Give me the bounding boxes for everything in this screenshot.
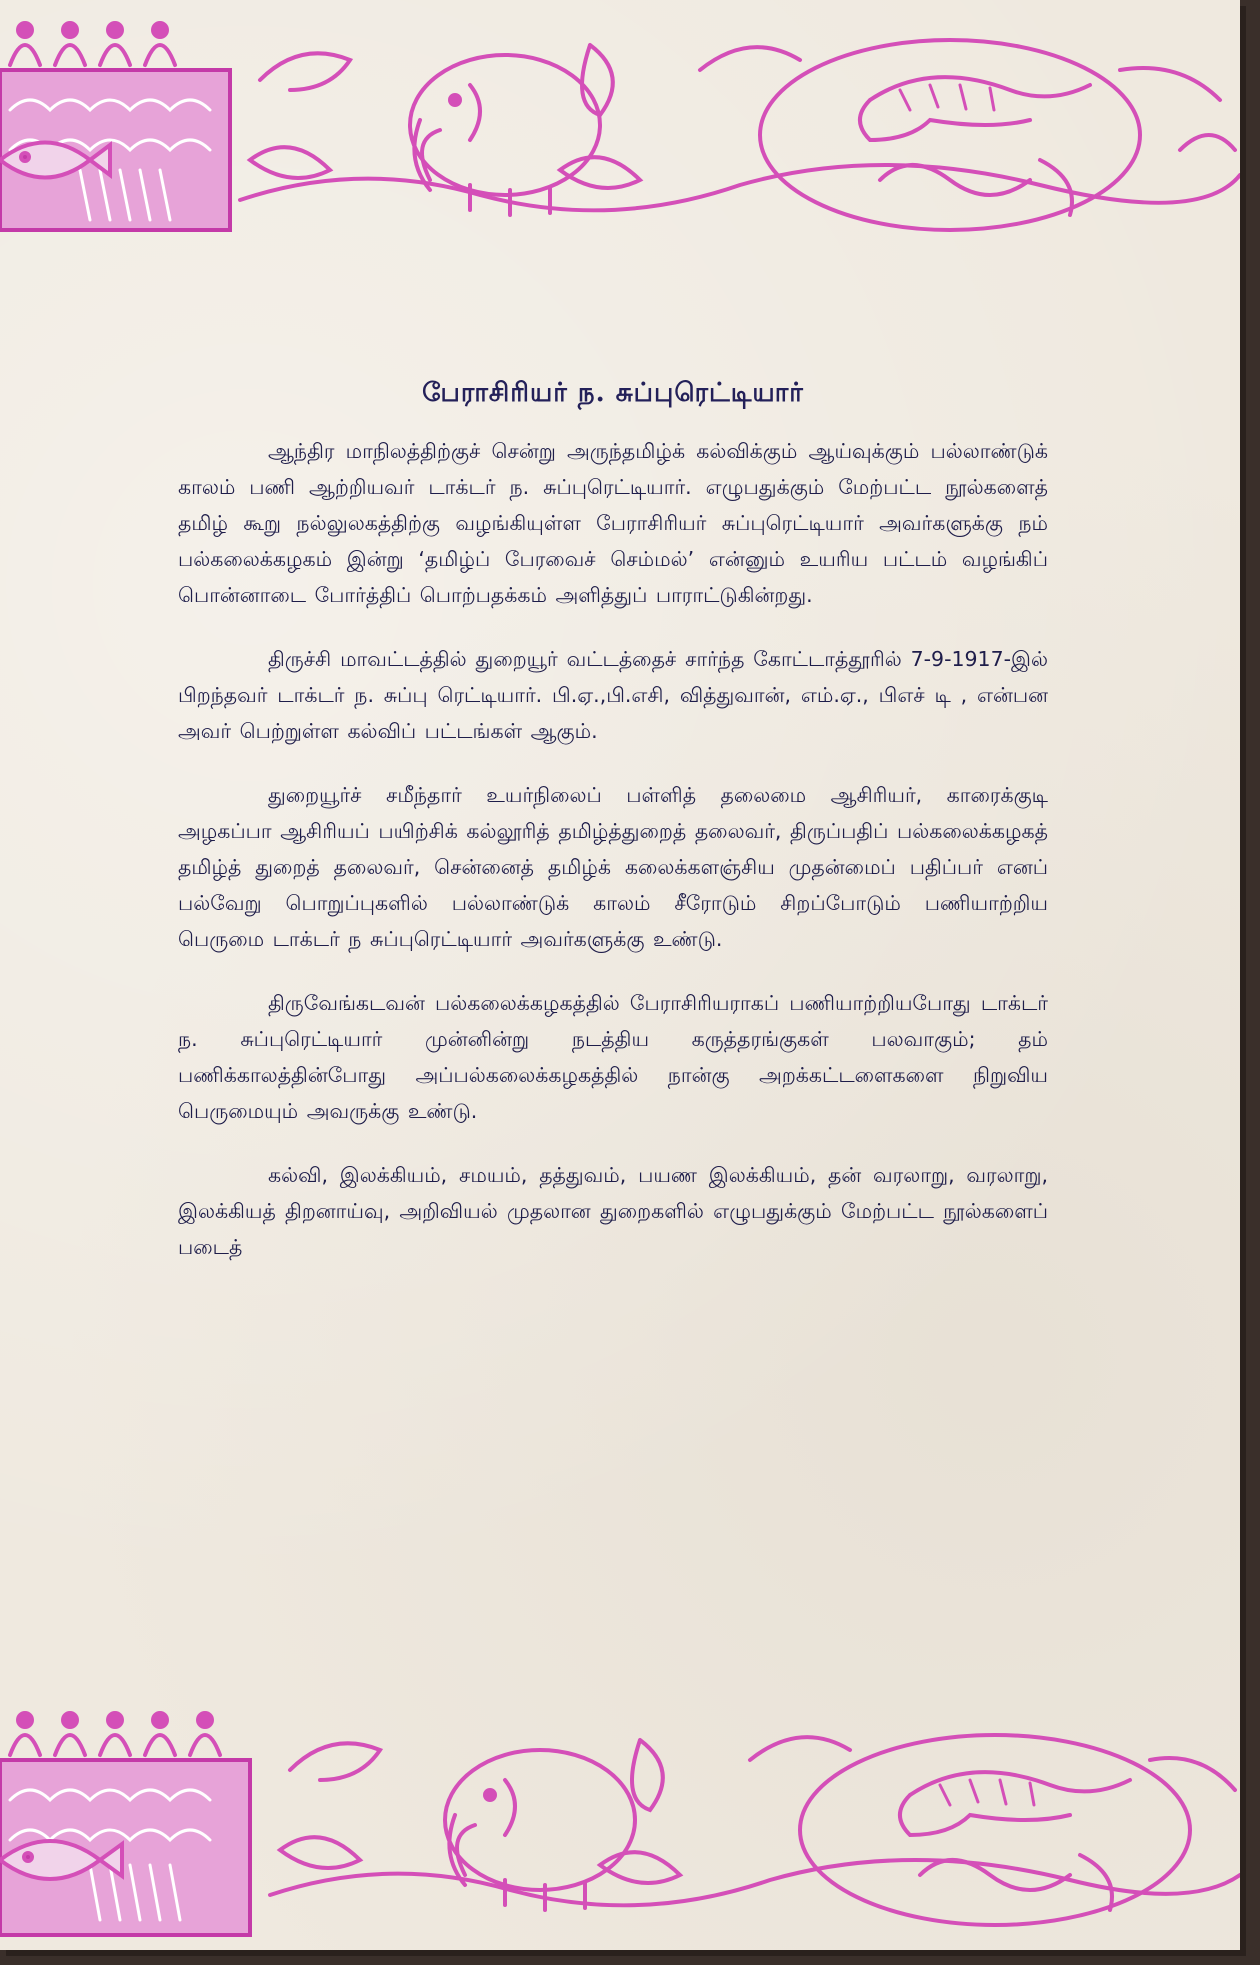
elephant-icon	[445, 1750, 635, 1910]
document-title: பேராசிரியர் ந. சுப்புரெட்டியார்	[422, 378, 804, 408]
tiger-icon	[760, 40, 1140, 230]
paragraph-2: திருச்சி மாவட்டத்தில் துறையூர் வட்டத்தைச் சார்ந்த கோட்டாத்தூரில் 7-9-1917-இல் பிறந்தவர் டாக்டர் ந. சுப்பு ரெட்டியார். பி.ஏ.,பி.எசி, வித்துவான், எம்.ஏ., பிஎச் டி , என்பன அவர் பெற்றுள்ள கல்விப் பட்டங்கள் ஆகும்.	[178, 647, 1048, 743]
tiger-icon	[800, 1735, 1190, 1925]
paragraph-1: ஆந்திர மாநிலத்திற்குச் சென்று அருந்தமிழ்க் கல்விக்கும் ஆய்வுக்கும் பல்லாண்டுக் காலம் பணி ஆற்றியவர் டாக்டர் ந. சுப்புரெட்டியார். எழுபதுக்கும் மேற்பட்ட நூல்களைத் தமிழ் கூறு நல்லுலகத்திற்கு வழங்கியுள்ள பேராசிரியர் சுப்புரெட்டியார் அவர்களுக்கு நம் பல்கலைக்கழகம் இன்று ‘தமிழ்ப் பேரவைச் செம்மல்’ என்னும் உயரிய பட்டம் வழங்கிப் பொன்னாடை போர்த்திப் பொற்பதக்கம் அளித்துப் பாராட்டுகின்றது.	[178, 439, 1048, 607]
bottom-ornamental-border	[0, 1700, 1240, 1940]
temple-tower-icon	[0, 1713, 250, 1935]
scroll-vine-ornament	[270, 1737, 1240, 1905]
paragraph-5: கல்வி, இலக்கியம், சமயம், தத்துவம், பயண இலக்கியம், தன் வரலாறு, வரலாறு, இலக்கியத் திறனாய்வு, அறிவியல் முதலான துறைகளில் எழுபதுக்கும் மேற்பட்ட நூல்களைப் படைத்	[178, 1163, 1048, 1259]
paragraph-4: திருவேங்கடவன் பல்கலைக்கழகத்தில் பேராசிரியராகப் பணியாற்றியபோது டாக்டர் ந. சுப்புரெட்டியார் முன்னின்று நடத்திய கருத்தரங்குகள் பலவாகும்; தம் பணிக்காலத்தின்போது அப்பல்கலைக்கழகத்தில் நான்கு அறக்கட்டளைகளை நிறுவிய பெருமையும் அவருக்கு உண்டு.	[178, 991, 1048, 1123]
top-ornamental-border	[0, 10, 1240, 250]
main-content	[178, 378, 1048, 1293]
paragraph-3: துறையூர்ச் சமீந்தார் உயர்நிலைப் பள்ளித் தலைமை ஆசிரியர், காரைக்குடி அழகப்பா ஆசிரியப் பயிற்சிக் கல்லூரித் தமிழ்த்துறைத் தலைவர், திருப்பதிப் பல்கலைக்கழகத் தமிழ்த் துறைத் தலைவர், சென்னைத் தமிழ்க் கலைக்களஞ்சிய முதன்மைப் பதிப்பர் எனப் பல்வேறு பொறுப்புகளில் பல்லாண்டுக் காலம் சீரோடும் சிறப்போடும் பணியாற்றிய பெருமை டாக்டர் ந சுப்புரெட்டியார் அவர்களுக்கு உண்டு.	[178, 783, 1048, 951]
elephant-icon	[410, 55, 600, 215]
temple-tower-icon	[0, 23, 230, 230]
